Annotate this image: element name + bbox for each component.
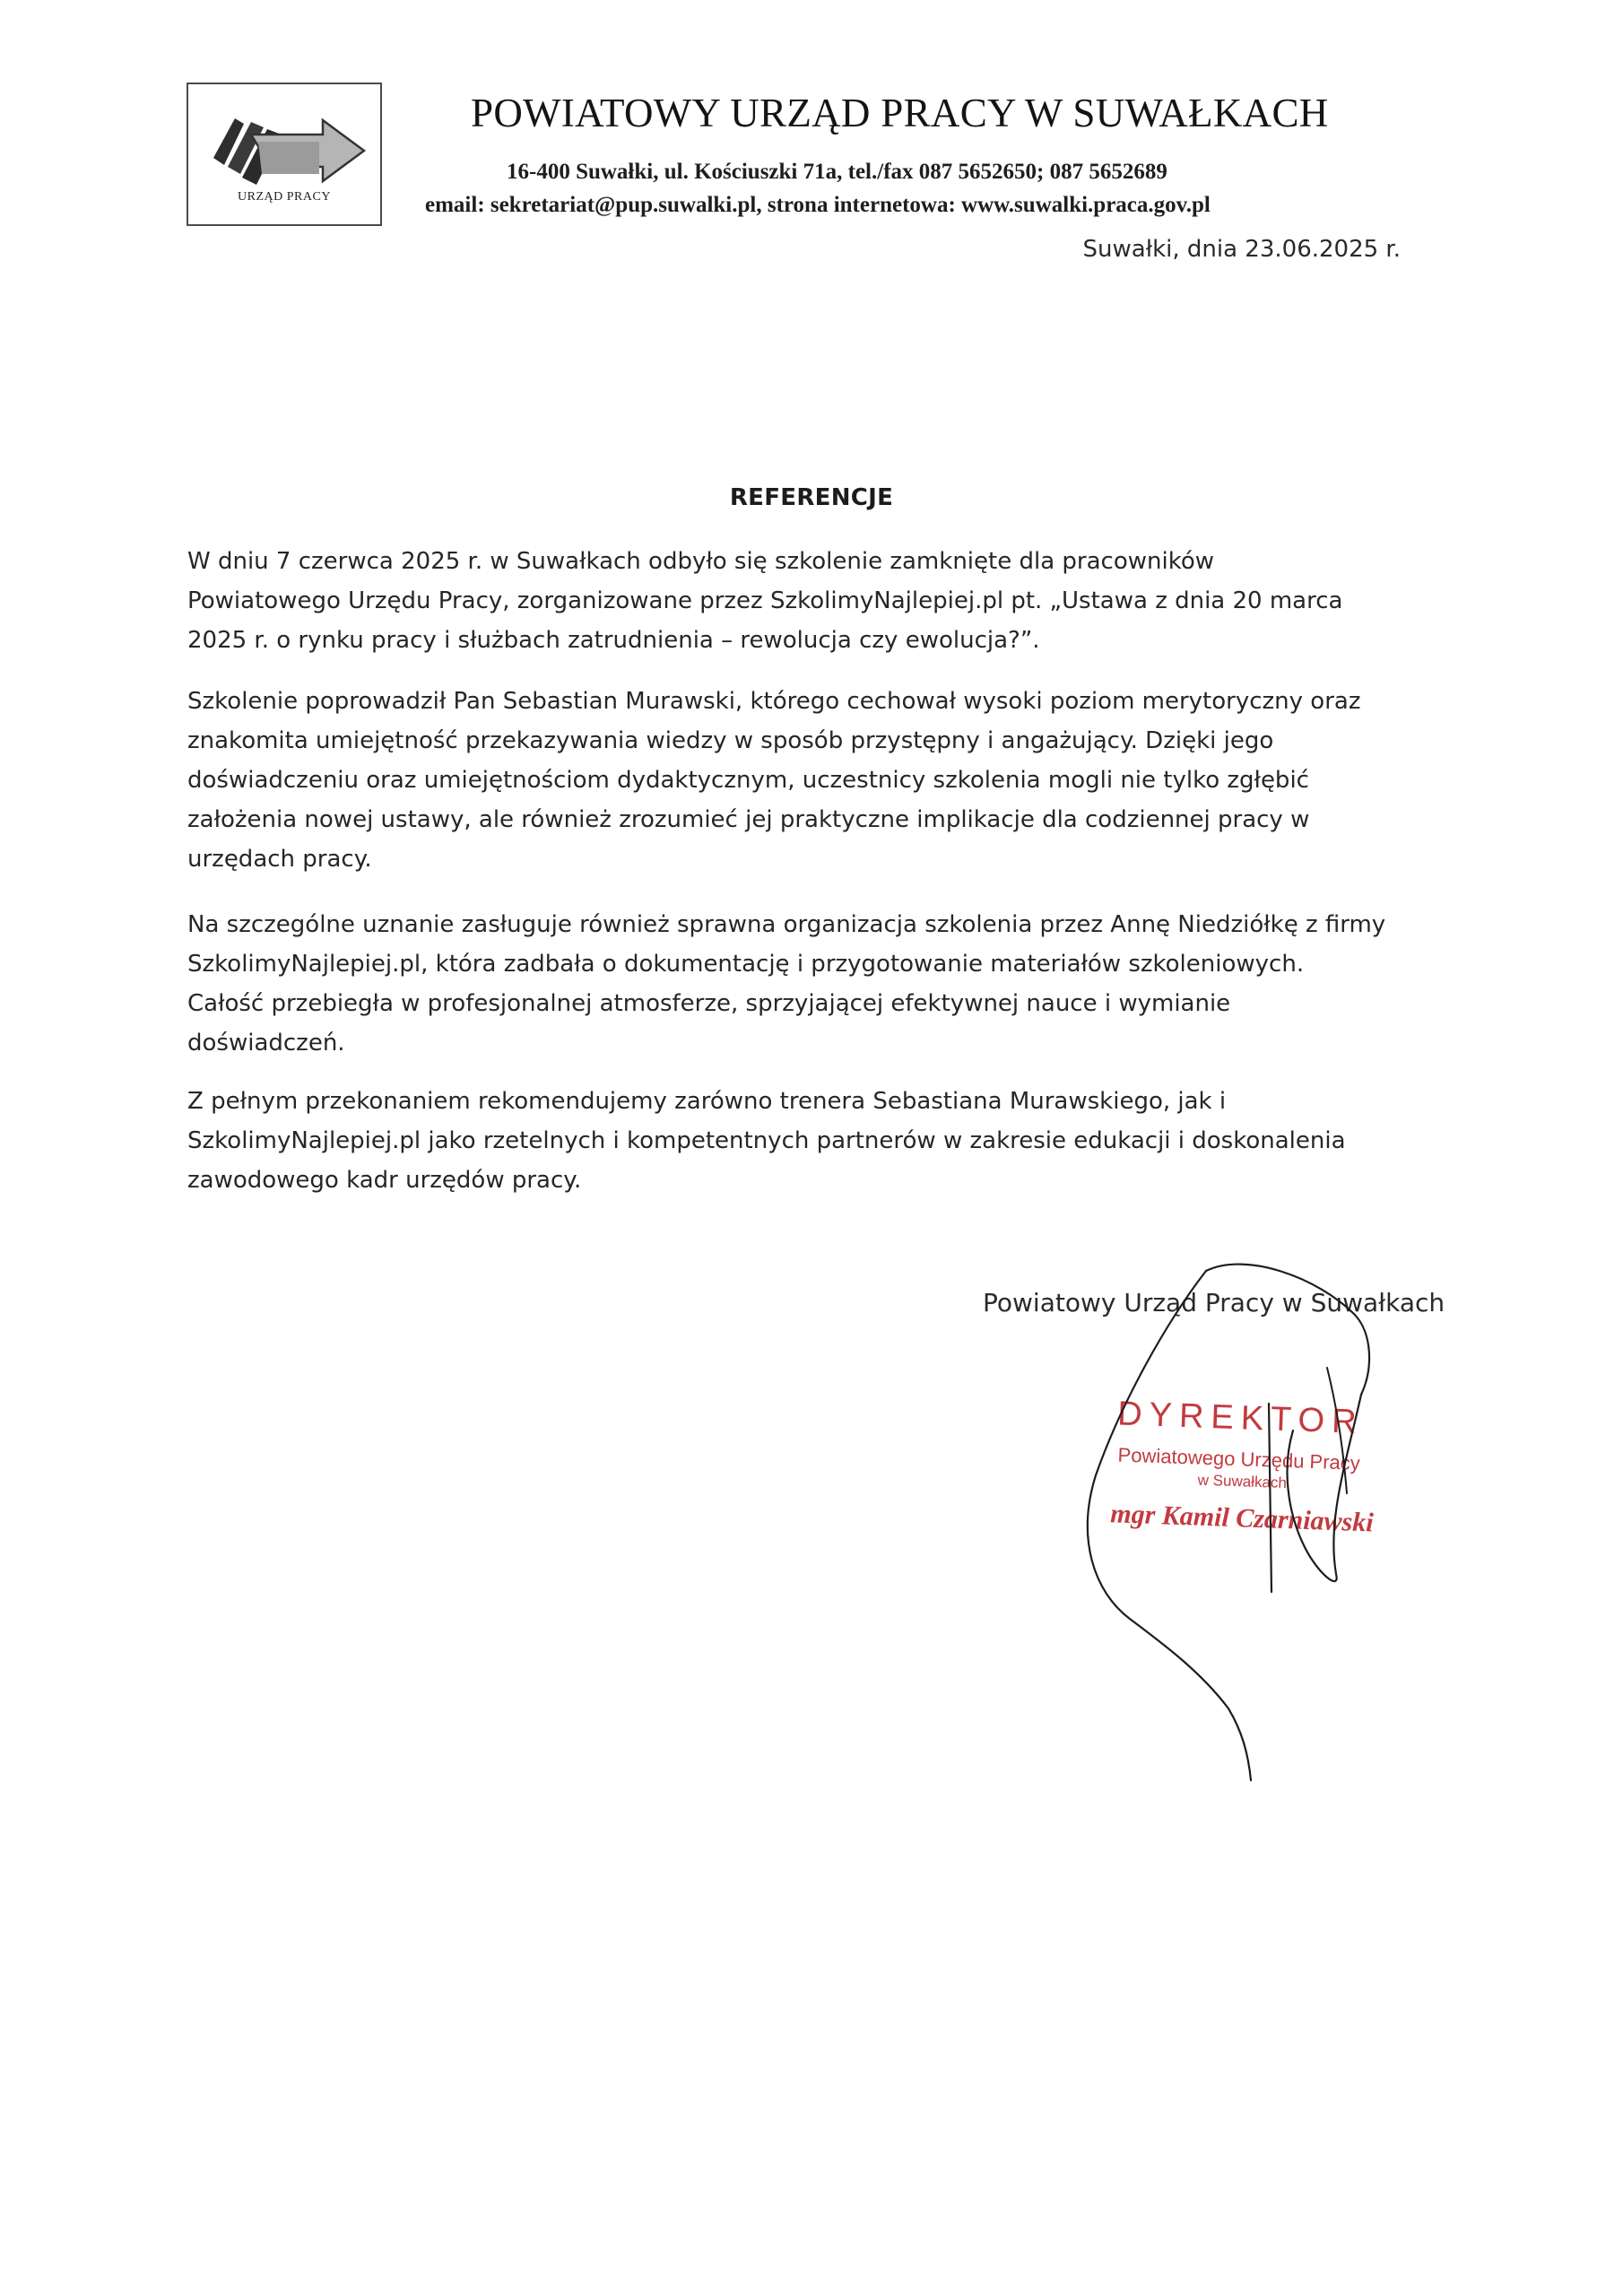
paragraph-line: Powiatowego Urzędu Pracy, zorganizowane przez SzkolimyNajlepiej.pl pt. „Ustawa z dnia 20 marca [187, 587, 1343, 614]
stamp-name: mgr Kamil Czarniawski [1109, 1499, 1375, 1538]
stamp-office: Powiatowego Urzędu Pracy [1117, 1443, 1361, 1474]
stamp-city: w Suwałkach [1197, 1471, 1288, 1492]
paragraph-line: W dniu 7 czerwca 2025 r. w Suwałkach odbyło się szkolenie zamknięte dla pracowników [187, 548, 1214, 575]
paragraph-1 [187, 542, 1461, 660]
paragraph-2 [187, 682, 1461, 879]
paragraph-3 [187, 905, 1461, 1063]
organization-address: 16-400 Suwałki, ul. Kościuszki 71a, tel./fax 087 5652650; 087 5652689 [507, 160, 1167, 184]
paragraph-line: założenia nowej ustawy, ale również zrozumieć jej praktyczne implikacje dla codziennej pracy w [187, 806, 1310, 833]
organization-contact: email: sekretariat@pup.suwalki.pl, strona internetowa: www.suwalki.praca.gov.pl [425, 193, 1211, 217]
paragraph-4 [187, 1082, 1461, 1200]
paragraph-line: zawodowego kadr urzędów pracy. [187, 1167, 582, 1194]
document-date: Suwałki, dnia 23.06.2025 r. [1082, 236, 1401, 263]
organization-name: POWIATOWY URZĄD PRACY W SUWAŁKACH [471, 91, 1329, 135]
paragraph-line: 2025 r. o rynku pracy i służbach zatrudnienia – rewolucja czy ewolucja?”. [187, 627, 1040, 654]
handwritten-signature [1058, 1251, 1399, 1789]
document-title: REFERENCJE [729, 484, 894, 511]
paragraph-line: Całość przebiegła w profesjonalnej atmosferze, sprzyjającej efektywnej nauce i wymianie [187, 990, 1231, 1017]
paragraph-line: Na szczególne uznanie zasługuje również sprawna organizacja szkolenia przez Annę Niedziółkę z firmy [187, 911, 1386, 938]
paragraph-line: SzkolimyNajlepiej.pl, która zadbała o dokumentację i przygotowanie materiałów szkoleniowych. [187, 951, 1305, 978]
logo-caption: URZĄD PRACY [238, 190, 331, 204]
signatory-organization: Powiatowy Urząd Pracy w Suwałkach [983, 1288, 1445, 1318]
paragraph-line: SzkolimyNajlepiej.pl jako rzetelnych i kompetentnych partnerów w zakresie edukacji i doskonalenia [187, 1127, 1346, 1154]
paragraph-line: Z pełnym przekonaniem rekomendujemy zarówno trenera Sebastiana Murawskiego, jak i [187, 1088, 1227, 1115]
stamp-title: DYREKTOR [1116, 1395, 1365, 1441]
paragraph-line: doświadczeń. [187, 1030, 345, 1057]
paragraph-line: znakomita umiejętność przekazywania wiedzy w sposób przystępny i angażujący. Dzięki jego [187, 727, 1274, 754]
paragraph-line: Szkolenie poprowadził Pan Sebastian Murawski, którego cechował wysoki poziom merytoryczny oraz [187, 688, 1361, 715]
paragraph-line: doświadczeniu oraz umiejętnościom dydaktycznym, uczestnicy szkolenia mogli nie tylko zgłębić [187, 767, 1309, 794]
office-logo [187, 83, 382, 226]
paragraph-line: urzędach pracy. [187, 846, 372, 873]
